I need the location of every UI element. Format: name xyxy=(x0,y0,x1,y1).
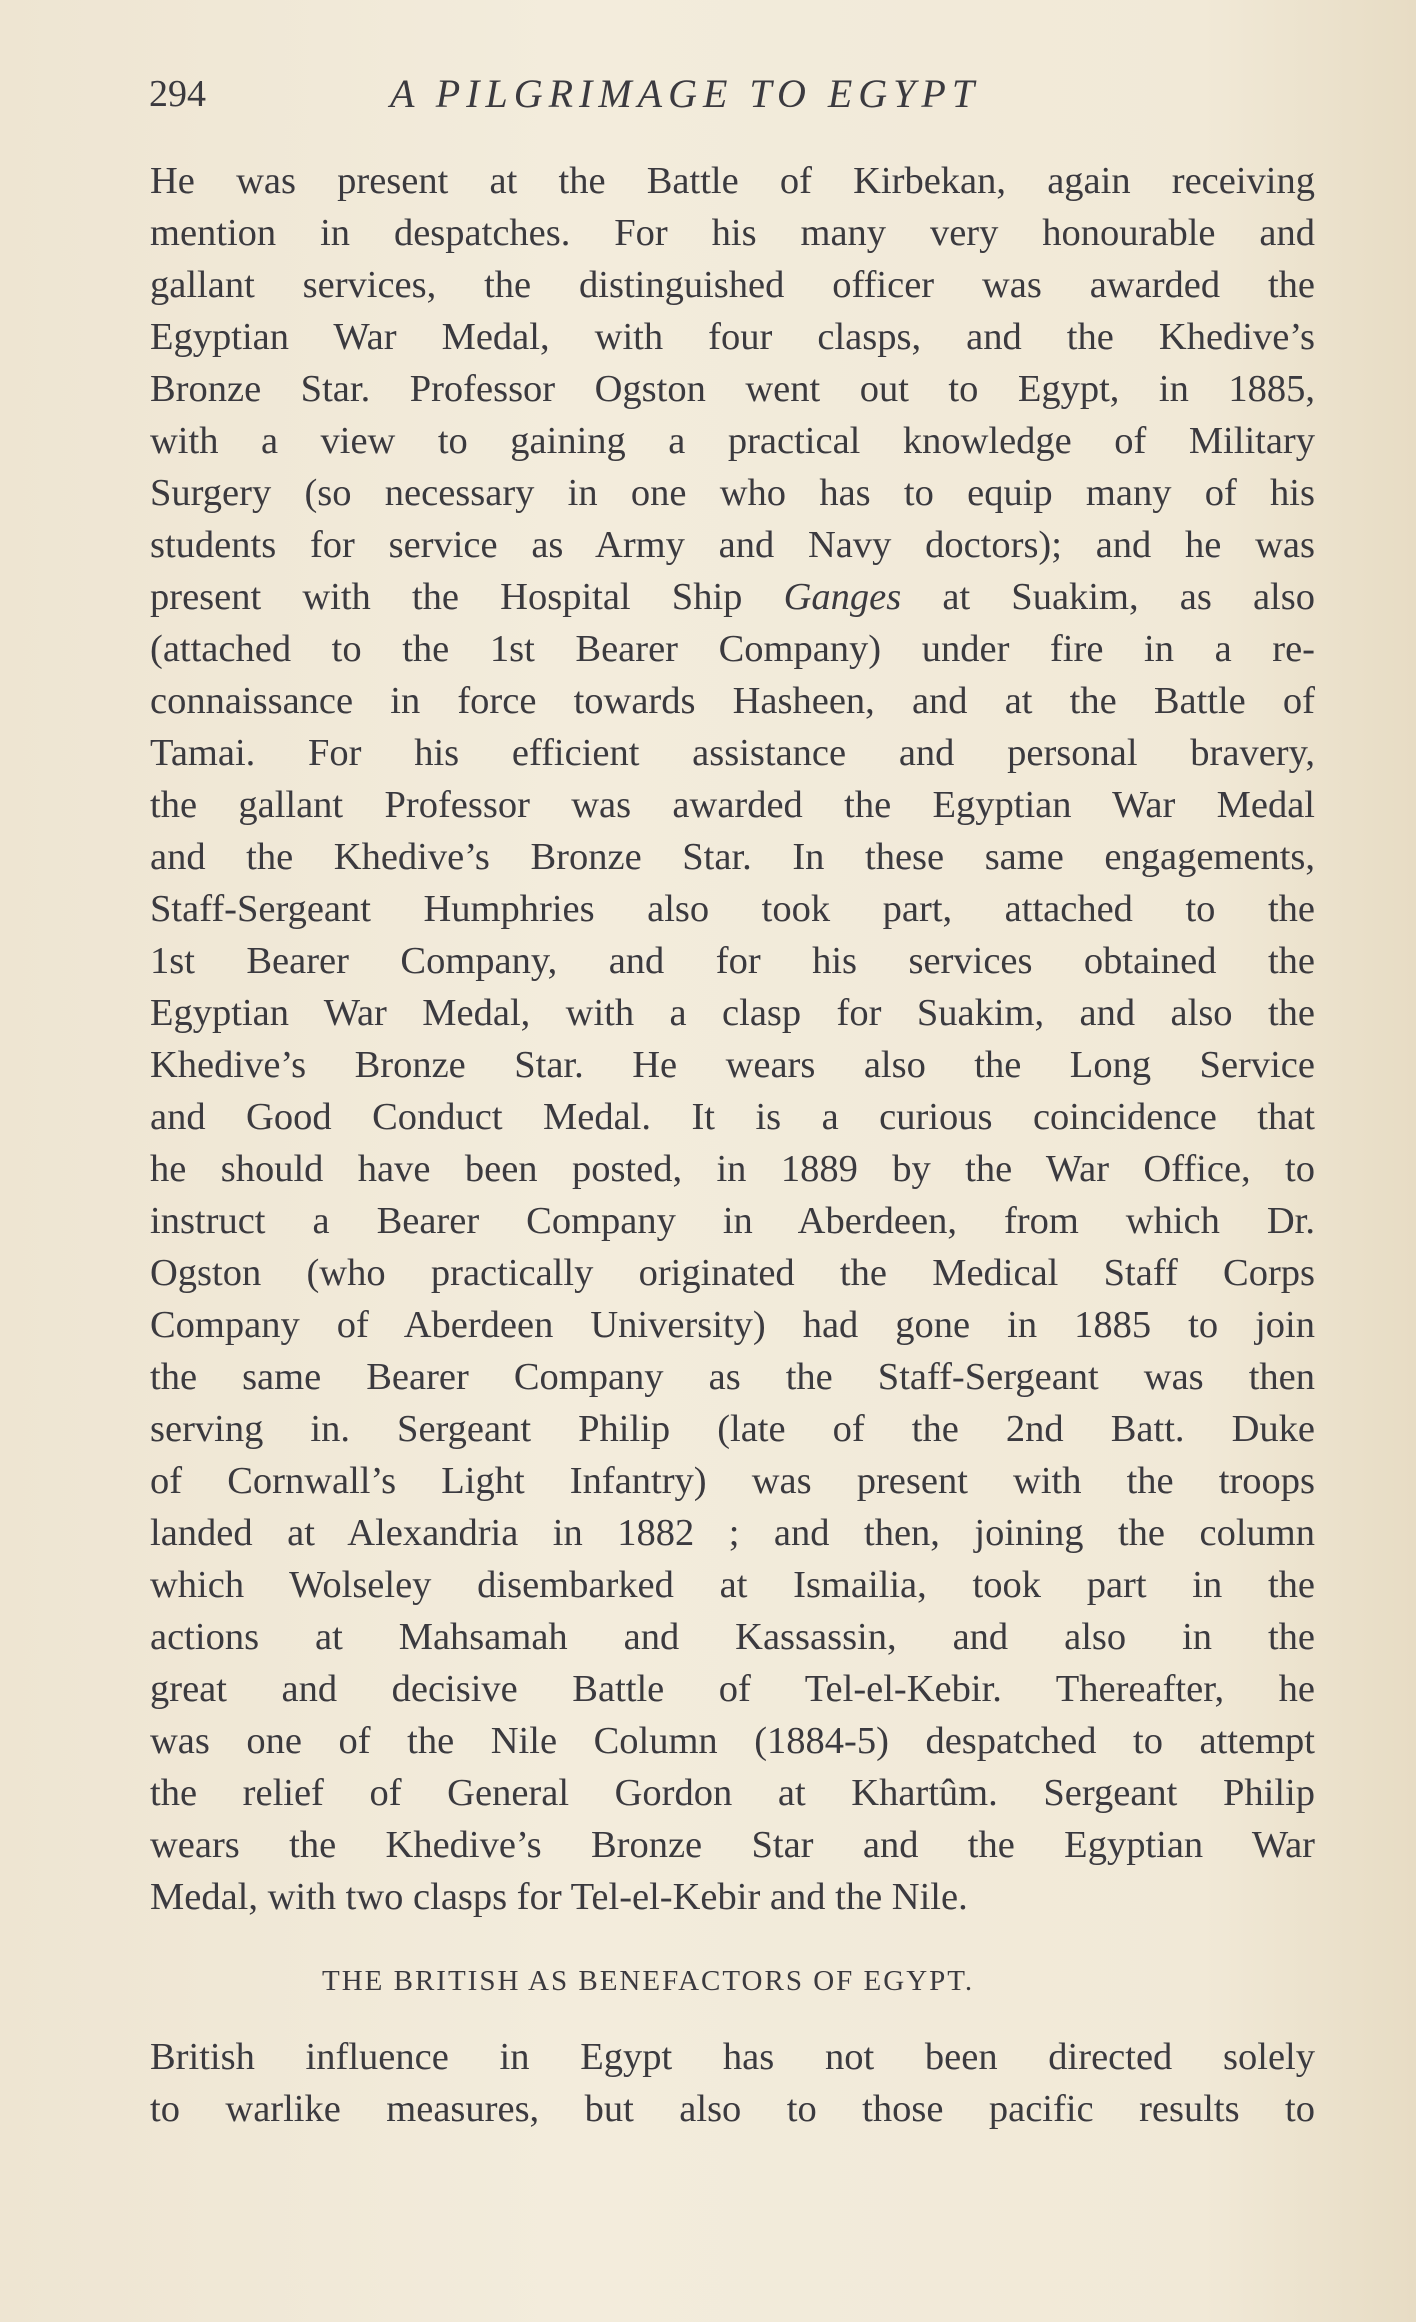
text-line-with-ship-name xyxy=(150,571,1315,623)
text-line: Staff-Sergeant Humphries also took part, attached to the xyxy=(150,888,1315,930)
text-line: and the Khedive’s Bronze Star. In these same engagements, xyxy=(150,836,1315,878)
text-line: Ogston (who practically originated the Medical Staff Corps xyxy=(150,1252,1315,1294)
text-line: the relief of General Gordon at Khartûm. Sergeant Philip xyxy=(150,1772,1315,1814)
line-text-before-ship: present with the Hospital Ship xyxy=(150,576,784,618)
ship-name: Ganges xyxy=(783,576,902,618)
text-line: Tamai. For his efficient assistance and personal bravery, xyxy=(150,732,1315,774)
text-line: actions at Mahsamah and Kassassin, and also in the xyxy=(150,1616,1315,1658)
body-text xyxy=(150,155,1315,1933)
text-line: he should have been posted, in 1889 by the War Office, to xyxy=(150,1148,1315,1190)
text-line: students for service as Army and Navy doctors); and he was xyxy=(150,524,1315,566)
text-line: the same Bearer Company as the Staff-Sergeant was then xyxy=(150,1356,1315,1398)
text-line: mention in despatches. For his many very honourable and xyxy=(150,212,1315,254)
text-line: which Wolseley disembarked at Ismailia, took part in the xyxy=(150,1564,1315,1606)
text-line: Bronze Star. Professor Ogston went out to Egypt, in 1885, xyxy=(150,368,1315,410)
continuation-text xyxy=(150,2031,1315,2135)
text-line: landed at Alexandria in 1882 ; and then, joining the column xyxy=(150,1512,1315,1554)
text-line: and Good Conduct Medal. It is a curious coincidence that xyxy=(150,1096,1315,1138)
text-line: to warlike measures, but also to those pacific results to xyxy=(150,2088,1315,2130)
text-line: with a view to gaining a practical knowledge of Military xyxy=(150,420,1315,462)
text-line: the gallant Professor was awarded the Egyptian War Medal xyxy=(150,784,1315,826)
text-line: instruct a Bearer Company in Aberdeen, from which Dr. xyxy=(150,1200,1315,1242)
text-line: He was present at the Battle of Kirbekan, again receiving xyxy=(150,160,1315,202)
text-line: was one of the Nile Column (1884-5) despatched to attempt xyxy=(150,1720,1315,1762)
text-line: 1st Bearer Company, and for his services obtained the xyxy=(150,940,1315,982)
text-line: British influence in Egypt has not been directed solely xyxy=(150,2036,1315,2078)
text-line: Company of Aberdeen University) had gone in 1885 to join xyxy=(150,1304,1315,1346)
text-line: (attached to the 1st Bearer Company) under fire in a re- xyxy=(150,628,1315,670)
text-line: wears the Khedive’s Bronze Star and the Egyptian War xyxy=(150,1824,1315,1866)
text-line: Egyptian War Medal, with four clasps, and the Khedive’s xyxy=(150,316,1315,358)
text-line: connaissance in force towards Hasheen, and at the Battle of xyxy=(150,680,1315,722)
section-heading: THE BRITISH AS BENEFACTORS OF EGYPT. xyxy=(322,1965,975,1997)
text-line: serving in. Sergeant Philip (late of the 2nd Batt. Duke xyxy=(150,1408,1315,1450)
text-line: Khedive’s Bronze Star. He wears also the Long Service xyxy=(150,1044,1315,1086)
text-line: Surgery (so necessary in one who has to equip many of his xyxy=(150,472,1315,514)
paragraph-last-line: Medal, with two clasps for Tel-el-Kebir and the Nile. xyxy=(150,1876,968,1918)
text-line: Egyptian War Medal, with a clasp for Suakim, and also the xyxy=(150,992,1315,1034)
text-line: of Cornwall’s Light Infantry) was present with the troops xyxy=(150,1460,1315,1502)
text-line: great and decisive Battle of Tel-el-Kebir. Thereafter, he xyxy=(150,1668,1315,1710)
text-line: gallant services, the distinguished officer was awarded the xyxy=(150,264,1315,306)
line-text-after-ship: at Suakim, as also xyxy=(901,576,1315,618)
page-number: 294 xyxy=(149,73,206,115)
running-head: A PILGRIMAGE TO EGYPT xyxy=(390,71,981,116)
